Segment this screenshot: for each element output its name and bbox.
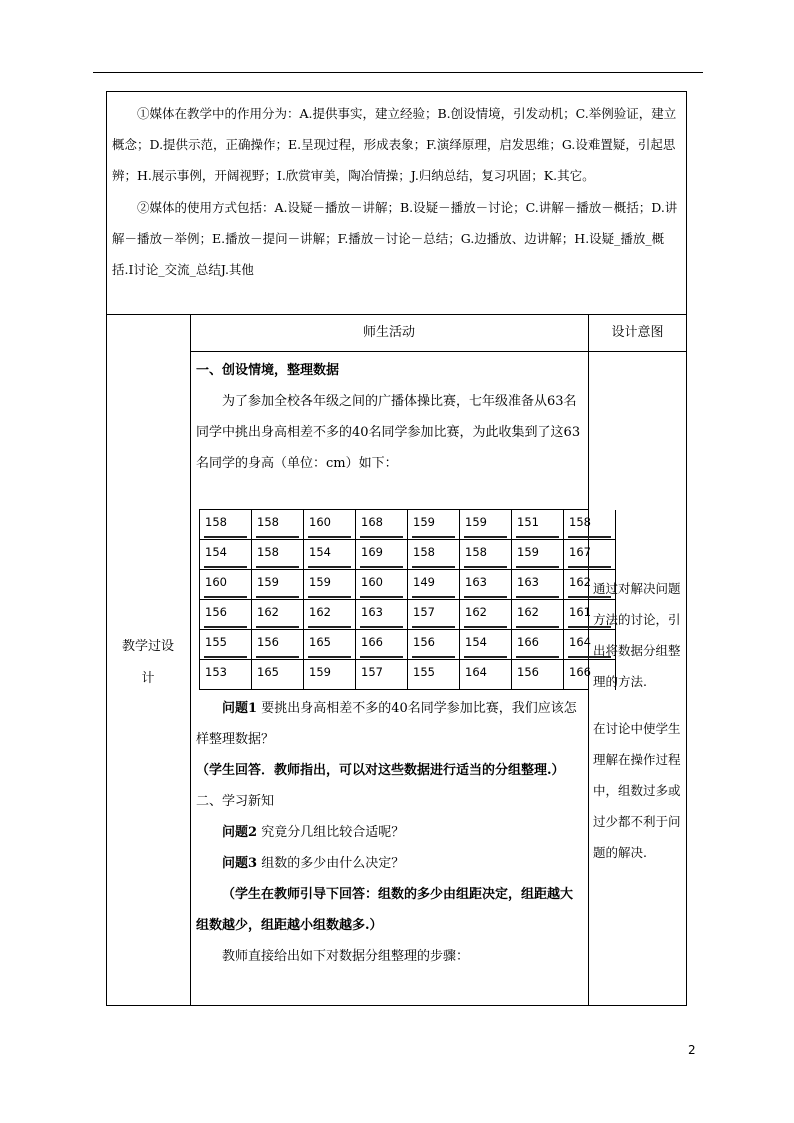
header-rule <box>93 72 703 73</box>
height-cell: 163 <box>512 570 564 600</box>
height-cell: 159 <box>304 570 356 600</box>
height-cell: 163 <box>356 600 408 630</box>
row-label-line2: 计 <box>141 671 155 686</box>
height-data-table <box>199 509 591 690</box>
height-cell: 162 <box>512 600 564 630</box>
intro-paragraph: 为了参加全校各年级之间的广播体操比赛，七年级准备从63名同学中挑出身高相差不多的40名同学参加比赛，为此收集到了这63名同学的身高（单位：cm）如下： <box>196 394 581 471</box>
height-cell: 168 <box>356 510 408 540</box>
height-cell: 160 <box>356 570 408 600</box>
height-cell: 156 <box>408 630 460 660</box>
row-label <box>106 631 190 695</box>
height-cell: 159 <box>408 510 460 540</box>
intent-paragraph-2: 在讨论中使学生理解在操作过程中，组数过多或过少都不利于问题的解决. <box>593 721 681 860</box>
media-role-paragraph: ①媒体在教学中的作用分为：A.提供事实，建立经验；B.创设情境，引发动机；C.举例验证，建立概念；D.提供示范，正确操作；E.呈现过程，形成表象；F.演绎原理，启发思维；G.设难置疑，引起思辨；H.展示事例，开阔视野；I.欣赏审美，陶冶情操；J.归纳总结，复习巩固；K.其它。 <box>112 106 677 184</box>
height-cell: 155 <box>408 660 460 690</box>
height-cell: 164 <box>460 660 512 690</box>
height-cell: 161 <box>564 600 616 630</box>
height-cell: 166 <box>564 660 616 690</box>
section1-heading: 一、创设情境，整理数据 <box>196 363 340 378</box>
media-notes <box>112 98 680 285</box>
activity-content-2 <box>196 693 582 972</box>
height-cell: 156 <box>252 630 304 660</box>
height-cell: 162 <box>252 600 304 630</box>
answer1: （学生回答．教师指出，可以对这些数据进行适当的分组整理.） <box>196 763 565 778</box>
intent-paragraph-1: 通过对解决问题方法的讨论，引出将数据分组整理的方法. <box>593 581 681 689</box>
question1 <box>196 693 582 755</box>
height-cell: 159 <box>512 540 564 570</box>
activity-header: 师生活动 <box>362 325 415 340</box>
height-cell: 154 <box>304 540 356 570</box>
design-intent <box>593 573 685 868</box>
height-cell: 169 <box>356 540 408 570</box>
page-number: 2 <box>688 1043 696 1057</box>
height-cell: 149 <box>408 570 460 600</box>
height-cell: 160 <box>200 570 252 600</box>
col-divider-1 <box>190 314 191 1006</box>
height-cell: 159 <box>460 510 512 540</box>
height-cell: 163 <box>460 570 512 600</box>
section2-heading: 二、学习新知 <box>196 794 275 809</box>
question3 <box>196 848 582 879</box>
height-cell: 153 <box>200 660 252 690</box>
height-cell: 165 <box>304 630 356 660</box>
steps-intro: 教师直接给出如下对数据分组整理的步骤： <box>222 949 470 964</box>
height-cell: 158 <box>408 540 460 570</box>
height-cell: 166 <box>356 630 408 660</box>
height-cell: 154 <box>460 630 512 660</box>
question2-text: 究竟分几组比较合适呢？ <box>261 825 405 840</box>
height-cell: 165 <box>252 660 304 690</box>
activity-content <box>196 355 582 479</box>
question2-label: 问题2 <box>222 825 258 840</box>
height-cell: 167 <box>564 540 616 570</box>
question1-text: 要挑出身高相差不多的40名同学参加比赛，我们应该怎样整理数据？ <box>196 701 577 747</box>
question3-label: 问题3 <box>222 856 258 871</box>
height-cell: 162 <box>564 570 616 600</box>
height-cell: 164 <box>564 630 616 660</box>
question1-label: 问题1 <box>222 701 258 716</box>
height-cell: 156 <box>200 600 252 630</box>
question3-text: 组数的多少由什么决定？ <box>261 856 405 871</box>
height-cell: 151 <box>512 510 564 540</box>
height-cell: 158 <box>460 540 512 570</box>
height-cell: 158 <box>200 510 252 540</box>
height-cell: 159 <box>252 570 304 600</box>
height-cell: 160 <box>304 510 356 540</box>
height-cell: 162 <box>304 600 356 630</box>
height-cell: 155 <box>200 630 252 660</box>
intent-header: 设计意图 <box>611 325 664 340</box>
question2 <box>196 817 582 848</box>
media-usage-paragraph: ②媒体的使用方式包括：A.设疑－播放－讲解；B.设疑－播放－讨论；C.讲解－播放－概括；D.讲解－播放－举例；E.播放－提问－讲解；F.播放－讨论－总结；G.边播放、边讲解；H.设疑_播放_概括.I讨论_交流_总结J.其他 <box>112 199 678 278</box>
height-cell: 154 <box>200 540 252 570</box>
height-cell: 162 <box>460 600 512 630</box>
height-cell: 157 <box>356 660 408 690</box>
height-cell: 159 <box>304 660 356 690</box>
height-cell: 157 <box>408 600 460 630</box>
header-divider <box>190 351 687 352</box>
answer3: （学生在教师引导下回答：组数的多少由组距决定，组距越大组数越少，组距越小组数越多.） <box>196 887 574 933</box>
height-cell: 158 <box>252 540 304 570</box>
height-cell: 158 <box>252 510 304 540</box>
height-cell: 156 <box>512 660 564 690</box>
height-grid <box>200 510 616 690</box>
height-cell: 158 <box>564 510 616 540</box>
row-label-line1: 教学过设 <box>121 639 174 654</box>
height-cell: 166 <box>512 630 564 660</box>
